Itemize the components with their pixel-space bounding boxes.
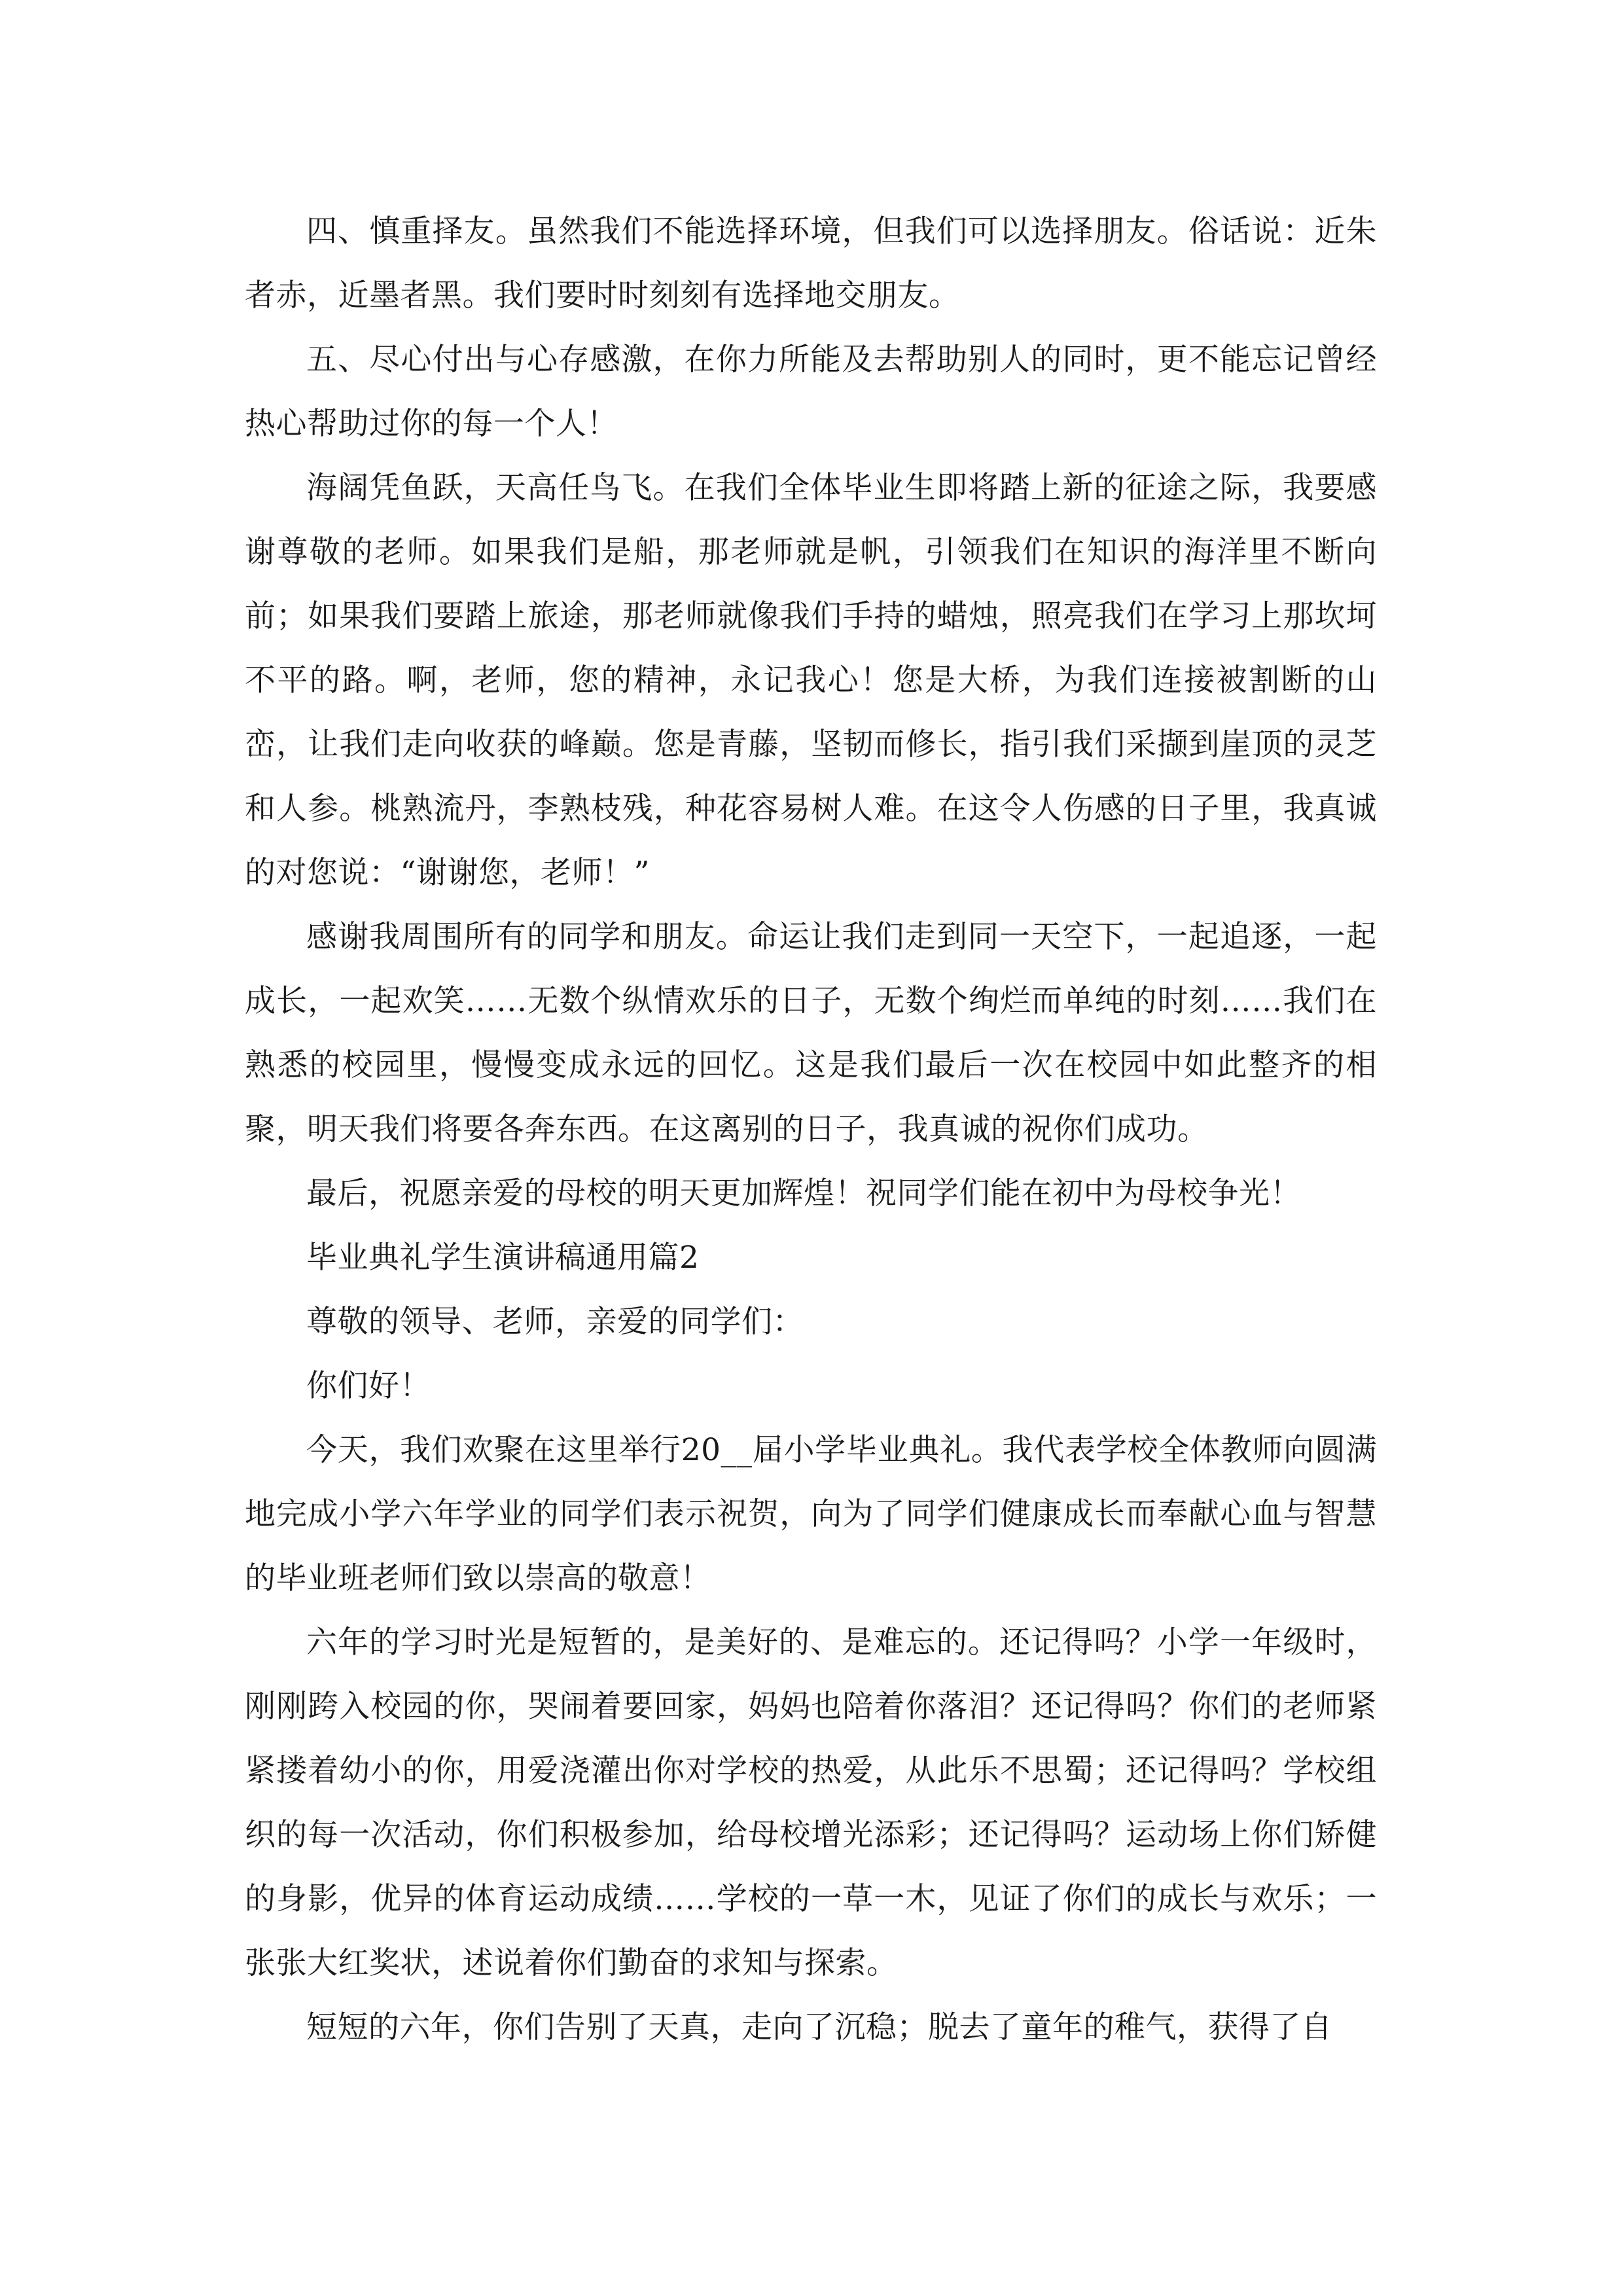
paragraph-thank-teachers: 海阔凭鱼跃，天高任鸟飞。在我们全体毕业生即将踏上新的征途之际，我要感谢尊敬的老师。如果我们是船，那老师就是帆，引领我们在知识的海洋里不断向前；如果我们要踏上旅途，那老师就像我们手持的蜡烛，照亮我们在学习上那坎坷不平的路。啊，老师，您的精神，永记我心！您是大桥，为我们连接被割断的山峦，让我们走向收获的峰巅。您是青藤，坚韧而修长，指引我们采撷到崖顶的灵芝和人参。桃熟流丹，李熟枝残，种花容易树人难。在这令人伤感的日子里，我真诚的对您说：“谢谢您，老师！” xyxy=(245,470,1377,891)
greeting: 你们好！ xyxy=(306,1368,431,1404)
paragraph-thank-classmates: 感谢我周围所有的同学和朋友。命运让我们走到同一天空下，一起追逐，一起成长，一起欢笑……无数个纵情欢乐的日子，无数个绚烂而单纯的时刻……我们在熟悉的校园里，慢慢变成永远的回忆。这是我们最后一次在校园中如此整齐的相聚，明天我们将要各奔东西。在这离别的日子，我真诚的祝你们成功。 xyxy=(245,919,1377,1147)
paragraph-ceremony-intro: 今天，我们欢聚在这里举行20__届小学毕业典礼。我代表学校全体教师向圆满地完成小学六年学业的同学们表示祝贺，向为了同学们健康成长而奉献心血与智慧的毕业班老师们致以崇高的敬意！ xyxy=(245,1432,1377,1596)
document-body xyxy=(245,200,1377,2060)
paragraph-six-years: 短短的六年，你们告别了天真，走向了沉稳；脱去了童年的稚气，获得了自 xyxy=(306,2009,1332,2045)
paragraph-gratitude: 五、尽心付出与心存感激，在你力所能及去帮助别人的同时，更不能忘记曾经热心帮助过你的每一个人！ xyxy=(245,342,1377,442)
paragraph-choose-friends: 四、慎重择友。虽然我们不能选择环境，但我们可以选择朋友。俗话说：近朱者赤，近墨者黑。我们要时时刻刻有选择地交朋友。 xyxy=(245,213,1377,314)
paragraph-memories: 六年的学习时光是短暂的，是美好的、是难忘的。还记得吗？小学一年级时，刚刚跨入校园的你，哭闹着要回家，妈妈也陪着你落泪？还记得吗？你们的老师紧紧搂着幼小的你，用爱浇灌出你对学校的热爱，从此乐不思蜀；还记得吗？学校组织的每一次活动，你们积极参加，给母校增光添彩；还记得吗？运动场上你们矫健的身影，优异的体育运动成绩……学校的一草一木，见证了你们的成长与欢乐；一张张大红奖状，述说着你们勤奋的求知与探索。 xyxy=(245,1624,1377,1981)
salutation: 尊敬的领导、老师，亲爱的同学们： xyxy=(306,1304,804,1340)
paragraph-closing-wish: 最后，祝愿亲爱的母校的明天更加辉煌！祝同学们能在初中为母校争光！ xyxy=(306,1175,1301,1211)
section-title: 毕业典礼学生演讲稿通用篇2 xyxy=(306,1240,700,1276)
